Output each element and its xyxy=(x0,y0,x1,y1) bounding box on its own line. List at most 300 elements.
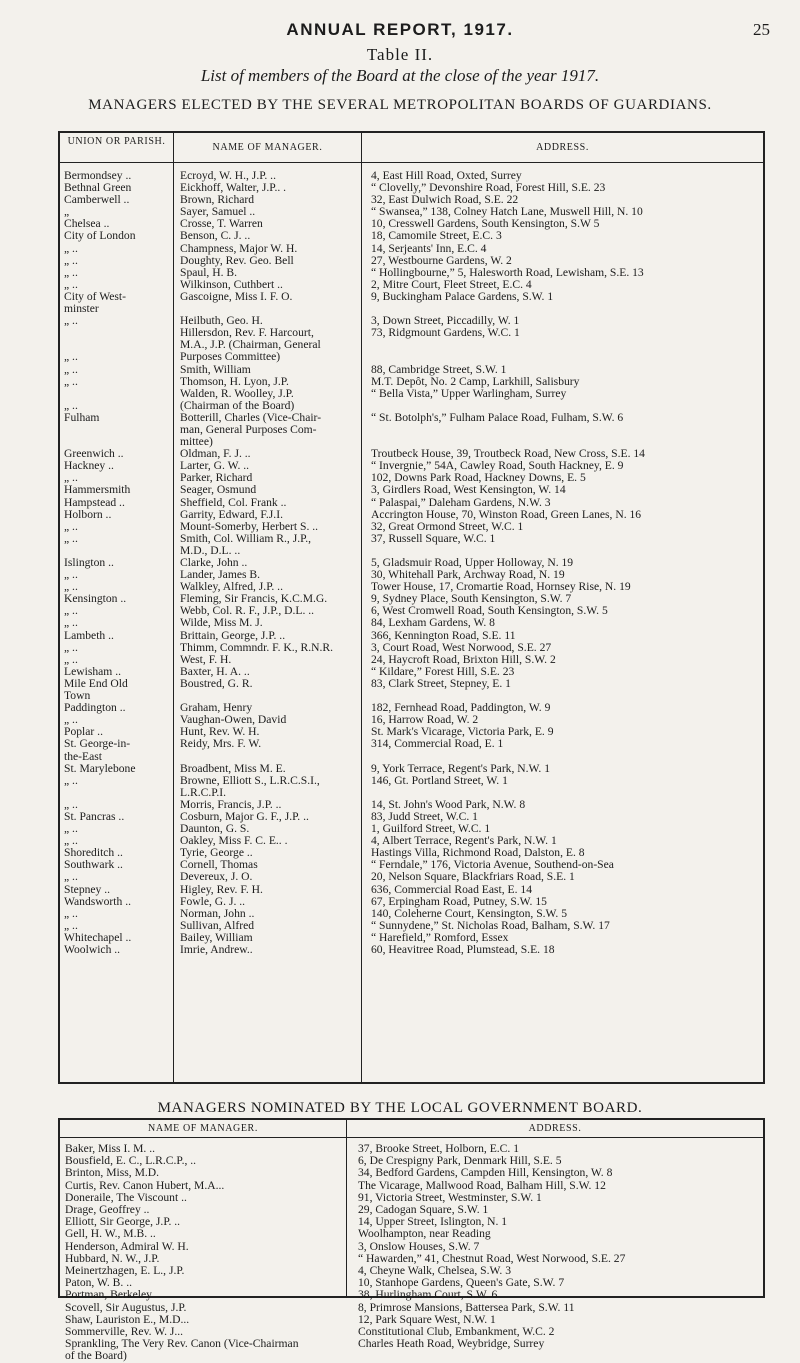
table-row xyxy=(60,182,763,194)
manager-cell: Broadbent, Miss M. E. xyxy=(180,762,286,775)
table-row xyxy=(60,521,763,533)
manager-cell: Sommerville, Rev. W. J... xyxy=(65,1326,184,1339)
table-row xyxy=(60,944,763,956)
address-cell: 3, Girdlers Road, West Kensington, W. 14 xyxy=(371,484,566,497)
manager-cell: Portman, Berkeley xyxy=(65,1289,152,1302)
manager-cell xyxy=(175,303,363,315)
address-cell: 18, Camomile Street, E.C. 3 xyxy=(371,230,502,243)
table-row xyxy=(60,424,763,436)
table-row xyxy=(60,230,763,242)
running-head xyxy=(0,20,800,44)
parish-cell: Woolwich .. xyxy=(64,944,121,956)
manager-cell: L.R.C.P.I. xyxy=(180,786,227,799)
address-cell: “ Swansea,” 138, Colney Hatch Lane, Muswell Hill, N. 10 xyxy=(371,206,643,219)
manager-cell: Elliott, Sir George, J.P. .. xyxy=(65,1216,181,1229)
parish-cell: „ .. xyxy=(64,641,78,654)
table-row xyxy=(60,291,763,303)
manager-cell: Ecroyd, W. H., J.P. .. xyxy=(180,170,276,182)
manager-cell: Doneraile, The Viscount .. xyxy=(65,1191,187,1204)
table-row xyxy=(60,690,763,702)
address-cell: “ Kildare,” Forest Hill, S.E. 23 xyxy=(371,665,515,678)
running-title: ANNUAL REPORT, 1917. xyxy=(286,20,514,39)
address-cell: 14, St. John's Wood Park, N.W. 8 xyxy=(371,798,526,811)
address-cell xyxy=(363,690,763,702)
parish-cell: St. George-in- xyxy=(64,738,131,751)
address-cell: 6, De Crespigny Park, Denmark Hill, S.E. 5 xyxy=(358,1155,562,1168)
table-row xyxy=(60,847,763,859)
parish-cell: „ .. xyxy=(64,520,78,533)
table-caption: List of members of the Board at the close of the year 1917. xyxy=(200,66,600,85)
manager-cell: Baxter, H. A. .. xyxy=(180,665,250,678)
address-cell: 37, Brooke Street, Holborn, E.C. 1 xyxy=(358,1143,520,1155)
address-cell: 636, Commercial Road East, E. 14 xyxy=(371,883,532,896)
parish-cell xyxy=(60,545,175,557)
address-cell: “ Ferndale,” 176, Victoria Avenue, Southend-on-Sea xyxy=(371,859,614,872)
manager-cell: Browne, Elliott S., L.R.C.S.I., xyxy=(180,774,320,787)
table-row xyxy=(60,1204,763,1216)
manager-cell: Wilde, Miss M. J. xyxy=(180,617,263,630)
table-row xyxy=(60,484,763,496)
manager-cell: Bousfield, E. C., L.R.C.P., .. xyxy=(65,1155,197,1168)
table-row xyxy=(60,206,763,218)
parish-cell: „ .. xyxy=(64,907,78,920)
manager-cell: Baker, Miss I. M. .. xyxy=(65,1143,156,1155)
address-cell: 88, Cambridge Street, S.W. 1 xyxy=(371,363,507,376)
manager-cell: Oakley, Miss F. C. E.. . xyxy=(180,835,288,848)
manager-cell: Gascoigne, Miss I. F. O. xyxy=(180,290,293,303)
manager-cell: Henderson, Admiral W. H. xyxy=(65,1240,189,1253)
table-row xyxy=(60,339,763,351)
table-row xyxy=(60,751,763,763)
parish-cell: „ .. xyxy=(64,266,78,279)
address-cell: 2, Mitre Court, Fleet Street, E.C. 4 xyxy=(371,278,532,291)
manager-cell: Devereux, J. O. xyxy=(180,871,253,884)
address-cell xyxy=(363,351,763,363)
address-cell: “ Bella Vista,” Upper Warlingham, Surrey xyxy=(371,387,567,400)
parish-cell: „ .. xyxy=(64,315,78,328)
parish-cell: „ .. xyxy=(64,714,78,727)
address-cell: 1, Guilford Street, W.C. 1 xyxy=(371,823,491,836)
table-row xyxy=(60,1192,763,1204)
table-row xyxy=(60,1350,763,1362)
table-row xyxy=(60,545,763,557)
address-cell: 366, Kennington Road, S.E. 11 xyxy=(371,629,516,642)
address-cell: “ Clovelly,” Devonshire Road, Forest Hill, S.E. 23 xyxy=(371,182,606,195)
table-row xyxy=(60,1326,763,1338)
table-row xyxy=(60,896,763,908)
header-rule xyxy=(60,1137,763,1138)
parish-cell: „ .. xyxy=(64,254,78,267)
table-row xyxy=(60,376,763,388)
manager-cell: Crosse, T. Warren xyxy=(180,218,263,231)
table-row xyxy=(60,1216,763,1228)
parish-cell xyxy=(60,327,175,339)
table-row xyxy=(60,787,763,799)
manager-cell: Paton, W. B. .. xyxy=(65,1277,132,1290)
manager-cell: Hillersdon, Rev. F. Harcourt, xyxy=(180,327,314,340)
table-row xyxy=(60,581,763,593)
address-cell: Charles Heath Road, Weybridge, Surrey xyxy=(358,1338,545,1351)
table-row xyxy=(60,920,763,932)
manager-cell: Sullivan, Alfred xyxy=(180,919,255,932)
parish-cell: Shoreditch .. xyxy=(64,847,123,860)
address-cell: “ Palaspai,” Daleham Gardens, N.W. 3 xyxy=(371,496,551,509)
address-cell: 9, York Terrace, Regent's Park, N.W. 1 xyxy=(371,762,551,775)
parish-cell: „ .. xyxy=(64,532,78,545)
table-row xyxy=(60,702,763,714)
table-row xyxy=(60,255,763,267)
parish-cell xyxy=(60,787,175,799)
address-cell: 34, Bedford Gardens, Campden Hill, Kensington, W. 8 xyxy=(358,1167,613,1180)
manager-cell: Parker, Richard xyxy=(180,472,253,485)
manager-cell: Walden, R. Woolley, J.P. xyxy=(180,387,294,400)
parish-cell: Stepney .. xyxy=(64,883,111,896)
manager-cell: Gell, H. W., M.B. .. xyxy=(65,1228,156,1241)
table-row xyxy=(60,678,763,690)
address-cell: 10, Stanhope Gardens, Queen's Gate, S.W. 7 xyxy=(358,1277,565,1290)
manager-cell: Botterill, Charles (Vice-Chair- xyxy=(180,411,322,424)
parish-cell: Greenwich .. xyxy=(64,448,124,461)
address-cell: 146, Gt. Portland Street, W. 1 xyxy=(371,774,508,787)
address-cell: 84, Lexham Gardens, W. 8 xyxy=(371,617,495,630)
manager-cell: Doughty, Rev. Geo. Bell xyxy=(180,254,294,267)
parish-cell: St. Pancras .. xyxy=(64,810,125,823)
address-cell: 9, Buckingham Palace Gardens, S.W. 1 xyxy=(371,290,554,303)
parish-cell: Whitechapel .. xyxy=(64,931,132,944)
nominated-rows xyxy=(60,1143,763,1363)
parish-cell: minster xyxy=(64,303,99,316)
address-cell: St. Mark's Vicarage, Victoria Park, E. 9 xyxy=(371,726,554,739)
nominated-section-title: MANAGERS NOMINATED BY THE LOCAL GOVERNMENT BOARD. xyxy=(157,1100,643,1116)
table-row xyxy=(60,630,763,642)
table-row xyxy=(60,884,763,896)
address-cell xyxy=(363,400,763,412)
parish-cell: Camberwell .. xyxy=(64,194,130,207)
address-cell: “ Sunnydene,” St. Nicholas Road, Balham, S.W. 17 xyxy=(371,919,610,932)
parish-cell: Hampstead .. xyxy=(64,496,125,509)
manager-cell: Benson, C. J. .. xyxy=(180,230,251,243)
table-row xyxy=(60,605,763,617)
table-row xyxy=(60,654,763,666)
header-rule xyxy=(60,162,763,163)
manager-cell: Sheffield, Col. Frank .. xyxy=(180,496,287,509)
parish-cell: Southwark .. xyxy=(64,859,123,872)
table-row xyxy=(60,1155,763,1167)
manager-cell: Champness, Major W. H. xyxy=(180,242,298,255)
manager-cell xyxy=(175,690,363,702)
manager-cell: Morris, Francis, J.P. .. xyxy=(180,798,282,811)
address-cell: 102, Downs Park Road, Hackney Downs, E. 5 xyxy=(371,472,586,485)
table-row xyxy=(60,569,763,581)
manager-cell: Smith, Col. William R., J.P., xyxy=(180,532,312,545)
address-cell: 9, Sydney Place, South Kensington, S.W. 7 xyxy=(371,593,572,606)
manager-cell: Meinertzhagen, E. L., J.P. xyxy=(65,1265,185,1278)
address-cell: 4, Albert Terrace, Regent's Park, N.W. 1 xyxy=(371,835,557,848)
manager-cell: Drage, Geoffrey .. xyxy=(65,1204,150,1217)
table-row xyxy=(60,908,763,920)
table-row xyxy=(60,303,763,315)
address-cell xyxy=(348,1350,761,1362)
parish-cell: Fulham xyxy=(64,411,100,424)
address-cell: 20, Nelson Square, Blackfriars Road, S.E. 1 xyxy=(371,871,575,884)
manager-cell: Hubbard, N. W., J.P. xyxy=(65,1252,160,1265)
manager-cell: (Chairman of the Board) xyxy=(180,399,295,412)
address-cell: Accrington House, 70, Winston Road, Green Lanes, N. 16 xyxy=(371,508,642,521)
address-cell: 4, Cheyne Walk, Chelsea, S.W. 3 xyxy=(358,1265,511,1278)
address-cell: “ Harefield,” Romford, Essex xyxy=(371,931,509,944)
table-row xyxy=(60,714,763,726)
manager-cell: Larter, G. W. .. xyxy=(180,460,250,473)
address-cell: 60, Heavitree Road, Plumstead, S.E. 18 xyxy=(371,944,555,956)
manager-cell: Lander, James B. xyxy=(180,569,261,582)
table-row xyxy=(60,726,763,738)
parish-cell: Lewisham .. xyxy=(64,665,121,678)
table-row xyxy=(60,871,763,883)
parish-cell: Bermondsey .. xyxy=(64,170,132,182)
table-row xyxy=(60,593,763,605)
parish-cell: Islington .. xyxy=(64,557,114,569)
parish-cell: „ .. xyxy=(64,472,78,485)
table-row xyxy=(60,460,763,472)
address-cell: 3, Court Road, West Norwood, S.E. 27 xyxy=(371,641,552,654)
table-row xyxy=(60,799,763,811)
address-cell: 32, East Dulwich Road, S.E. 22 xyxy=(371,194,519,207)
table-row xyxy=(60,412,763,424)
table-row xyxy=(60,388,763,400)
address-cell: 182, Fernhead Road, Paddington, W. 9 xyxy=(371,702,551,715)
manager-cell: of the Board) xyxy=(65,1350,127,1363)
parish-cell: City of West- xyxy=(64,290,126,303)
manager-cell xyxy=(175,751,363,763)
address-cell: 14, Upper Street, Islington, N. 1 xyxy=(358,1216,508,1229)
manager-cell: Purposes Committee) xyxy=(180,351,281,364)
table-row xyxy=(60,1277,763,1289)
manager-cell: Higley, Rev. F. H. xyxy=(180,883,263,896)
manager-cell: man, General Purposes Com- xyxy=(180,423,317,436)
address-cell xyxy=(363,424,763,436)
manager-cell: Cornell, Thomas xyxy=(180,859,258,872)
parish-cell: Paddington .. xyxy=(64,702,126,715)
address-cell: 16, Harrow Road, W. 2 xyxy=(371,714,479,727)
parish-cell xyxy=(60,436,175,448)
manager-cell: M.D., D.L. .. xyxy=(180,544,241,557)
manager-cell: Imrie, Andrew.. xyxy=(180,944,253,956)
table-row xyxy=(60,315,763,327)
manager-cell: Brittain, George, J.P. .. xyxy=(180,629,286,642)
parish-cell: „ .. xyxy=(64,617,78,630)
table-row xyxy=(60,1302,763,1314)
table-heading: Table II. xyxy=(366,45,434,64)
parish-cell: Hackney .. xyxy=(64,460,114,473)
parish-cell xyxy=(60,339,175,351)
parish-cell: „ .. xyxy=(64,774,78,787)
table-row xyxy=(60,279,763,291)
table-row xyxy=(60,835,763,847)
table-row xyxy=(60,1253,763,1265)
address-cell: “ Hawarden,” 41, Chestnut Road, West Norwood, S.E. 27 xyxy=(358,1252,626,1265)
table-row xyxy=(60,775,763,787)
parish-cell: „ .. xyxy=(64,798,78,811)
parish-cell: „ .. xyxy=(64,605,78,618)
table-row xyxy=(60,1265,763,1277)
parish-cell: Town xyxy=(64,690,91,703)
parish-cell: „ .. xyxy=(64,919,78,932)
manager-cell: Clarke, John .. xyxy=(180,557,248,569)
address-cell: 6, West Cromwell Road, South Kensington, S.W. 5 xyxy=(371,605,608,618)
manager-cell: Smith, William xyxy=(180,363,251,376)
table-row xyxy=(60,267,763,279)
table-row xyxy=(60,364,763,376)
address-cell: M.T. Depôt, No. 2 Camp, Larkhill, Salisbury xyxy=(371,375,580,388)
parish-cell: „ .. xyxy=(64,835,78,848)
address-cell: Hastings Villa, Richmond Road, Dalston, E. 8 xyxy=(371,847,585,860)
address-cell: 83, Judd Street, W.C. 1 xyxy=(371,810,478,823)
column-header-address: ADDRESS. xyxy=(528,1123,582,1134)
parish-cell: „ .. xyxy=(64,569,78,582)
parish-cell: St. Marylebone xyxy=(64,762,136,775)
address-cell xyxy=(363,436,763,448)
table-row xyxy=(60,932,763,944)
manager-cell: Fleming, Sir Francis, K.C.M.G. xyxy=(180,593,328,606)
manager-cell: Mount-Somerby, Herbert S. .. xyxy=(180,520,319,533)
address-cell: 38, Hurlingham Court, S.W. 6 xyxy=(358,1289,498,1302)
manager-cell: Spaul, H. B. xyxy=(180,266,238,279)
elected-section-title: MANAGERS ELECTED BY THE SEVERAL METROPOLITAN BOARDS OF GUARDIANS. xyxy=(88,97,712,113)
address-cell: 27, Westbourne Gardens, W. 2 xyxy=(371,254,512,267)
address-cell: The Vicarage, Mallwood Road, Balham Hill, S.W. 12 xyxy=(358,1179,606,1192)
table-row xyxy=(60,763,763,775)
manager-cell: Tyrie, George .. xyxy=(180,847,253,860)
manager-cell: Boustred, G. R. xyxy=(180,677,253,690)
manager-cell: Wilkinson, Cuthbert .. xyxy=(180,278,283,291)
parish-cell: City of London xyxy=(64,230,136,243)
manager-cell: Graham, Henry xyxy=(180,702,253,715)
manager-cell: Sprankling, The Very Rev. Canon (Vice-Chairman xyxy=(65,1338,299,1351)
address-cell: 91, Victoria Street, Westminster, S.W. 1 xyxy=(358,1191,542,1204)
table-row xyxy=(60,1228,763,1240)
table-row xyxy=(60,400,763,412)
table-row xyxy=(60,1143,763,1155)
manager-cell: Thomson, H. Lyon, J.P. xyxy=(180,375,289,388)
address-cell: 140, Coleherne Court, Kensington, S.W. 5 xyxy=(371,907,568,920)
parish-cell xyxy=(60,424,175,436)
parish-cell: Poplar .. xyxy=(64,726,103,739)
manager-cell: Reidy, Mrs. F. W. xyxy=(180,738,262,751)
column-header-address: ADDRESS. xyxy=(536,142,589,153)
address-cell: Constitutional Club, Embankment, W.C. 2 xyxy=(358,1326,555,1339)
address-cell xyxy=(363,339,763,351)
parish-cell: „ .. xyxy=(64,581,78,594)
address-cell: 5, Gladsmuir Road, Upper Holloway, N. 19 xyxy=(371,557,574,569)
table-row xyxy=(60,170,763,182)
table-row xyxy=(60,533,763,545)
table-row xyxy=(60,1167,763,1179)
table-row xyxy=(60,811,763,823)
parish-cell: „ .. xyxy=(64,823,78,836)
parish-cell xyxy=(60,388,175,400)
manager-cell: Daunton, G. S. xyxy=(180,823,250,836)
manager-cell: Scovell, Sir Augustus, J.P. xyxy=(65,1301,187,1314)
column-header-manager: NAME OF MANAGER. xyxy=(148,1123,258,1134)
parish-cell: Kensington .. xyxy=(64,593,127,606)
table-row xyxy=(60,1289,763,1301)
parish-cell: „ .. xyxy=(64,375,78,388)
manager-cell: Heilbuth, Geo. H. xyxy=(180,315,263,328)
parish-cell: „ .. xyxy=(64,351,78,364)
manager-cell: Norman, John .. xyxy=(180,907,255,920)
address-cell: 67, Erpingham Road, Putney, S.W. 15 xyxy=(371,895,547,908)
address-cell: 3, Onslow Houses, S.W. 7 xyxy=(358,1240,480,1253)
parish-cell: Holborn .. xyxy=(64,508,112,521)
address-cell: 14, Serjeants' Inn, E.C. 4 xyxy=(371,242,487,255)
table-row xyxy=(60,327,763,339)
address-cell: 37, Russell Square, W.C. 1 xyxy=(371,532,496,545)
elected-rows xyxy=(60,170,763,956)
parish-cell: „ .. xyxy=(64,242,78,255)
address-cell: 12, Park Square West, N.W. 1 xyxy=(358,1313,496,1326)
address-cell: 8, Primrose Mansions, Battersea Park, S.W. 11 xyxy=(358,1301,575,1314)
column-header-parish: UNION OR PARISH. xyxy=(67,136,166,147)
table-row xyxy=(60,351,763,363)
table-row xyxy=(60,436,763,448)
address-cell: 83, Clark Street, Stepney, E. 1 xyxy=(371,677,511,690)
table-row xyxy=(60,859,763,871)
manager-cell: Garrity, Edward, F.J.I. xyxy=(180,508,283,521)
table-row xyxy=(60,218,763,230)
manager-cell: Sayer, Samuel .. xyxy=(180,206,256,219)
manager-cell: Curtis, Rev. Canon Hubert, M.A... xyxy=(65,1179,225,1192)
table-row xyxy=(60,823,763,835)
manager-cell: M.A., J.P. (Chairman, General xyxy=(180,339,321,352)
table-row xyxy=(60,1241,763,1253)
address-cell: 314, Commercial Road, E. 1 xyxy=(371,738,504,751)
address-cell: 4, East Hill Road, Oxted, Surrey xyxy=(371,170,522,182)
parish-cell: „ .. xyxy=(64,399,78,412)
manager-cell: Eickhoff, Walter, J.P.. . xyxy=(180,182,287,195)
address-cell xyxy=(363,787,763,799)
manager-cell: Walkley, Alfred, J.P. .. xyxy=(180,581,283,594)
manager-cell: Hunt, Rev. W. H. xyxy=(180,726,260,739)
parish-cell: Hammersmith xyxy=(64,484,131,497)
table-row xyxy=(60,509,763,521)
manager-cell: West, F. H. xyxy=(180,653,232,666)
parish-cell: „ .. xyxy=(64,653,78,666)
address-cell: 10, Cresswell Gardens, South Kensington, S.W 5 xyxy=(371,218,600,231)
table-row xyxy=(60,194,763,206)
parish-cell: the-East xyxy=(64,750,102,763)
table-row xyxy=(60,497,763,509)
manager-cell: mittee) xyxy=(180,436,213,449)
parish-cell: „ .. xyxy=(64,278,78,291)
table-row xyxy=(60,617,763,629)
address-cell: “ Hollingbourne,” 5, Halesworth Road, Lewisham, S.E. 13 xyxy=(371,266,644,279)
table-row xyxy=(60,642,763,654)
manager-cell: Seager, Osmund xyxy=(180,484,257,497)
address-cell: 30, Whitehall Park, Archway Road, N. 19 xyxy=(371,569,565,582)
page-number: 25 xyxy=(753,20,770,39)
parish-cell: Bethnal Green xyxy=(64,182,132,195)
address-cell: “ St. Botolph's,” Fulham Palace Road, Fulham, S.W. 6 xyxy=(371,411,624,424)
parish-cell: „ xyxy=(64,206,70,219)
manager-cell: Shaw, Lauriston E., M.D... xyxy=(65,1313,190,1326)
address-cell: “ Invergnie,” 54A, Cawley Road, South Hackney, E. 9 xyxy=(371,460,624,473)
table-row xyxy=(60,243,763,255)
table-row xyxy=(60,666,763,678)
table-row xyxy=(60,1338,763,1350)
address-cell: 29, Cadogan Square, S.W. 1 xyxy=(358,1204,489,1217)
manager-cell: Bailey, William xyxy=(180,931,253,944)
manager-cell: Vaughan-Owen, David xyxy=(180,714,287,727)
